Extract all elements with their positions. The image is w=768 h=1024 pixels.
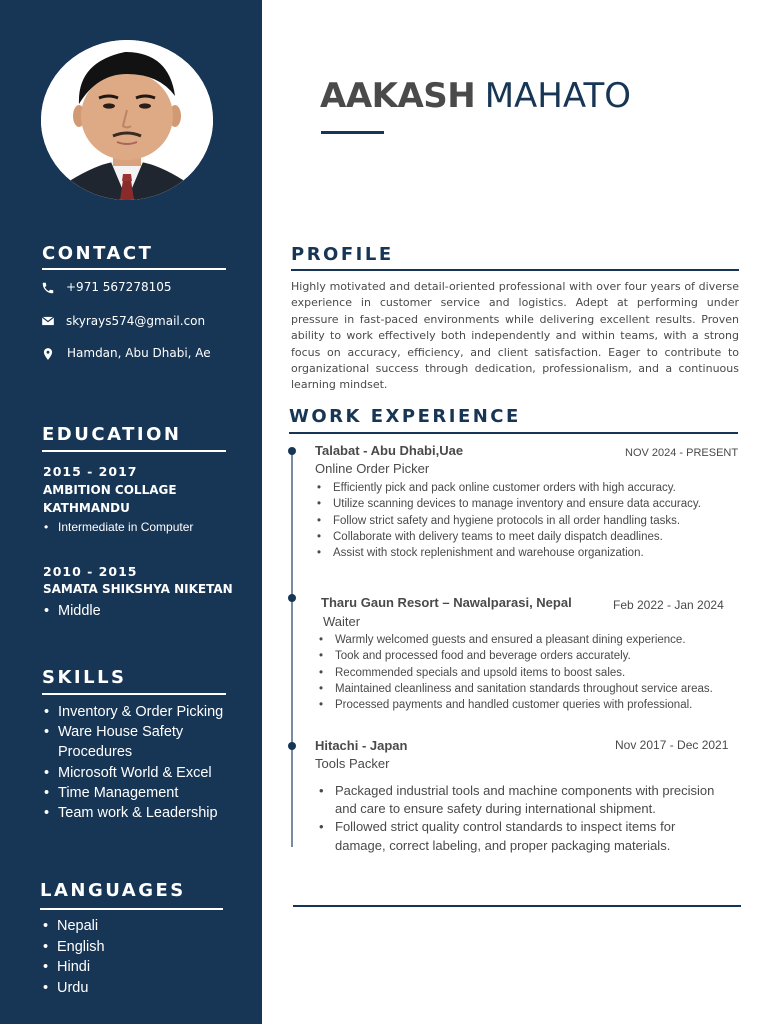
education-detail: • Middle — [42, 602, 101, 620]
skill-item: • Ware House Safety Procedures — [42, 722, 242, 762]
job-duty: • Processed payments and handled customer queries with professional. — [317, 697, 739, 713]
education-years: 2015 - 2017 — [43, 464, 138, 479]
job-duty: • Maintained cleanliness and sanitation standards throughout service areas. — [317, 681, 739, 697]
skills-heading: SKILLS — [42, 667, 127, 688]
experience-heading: WORK EXPERIENCE — [289, 406, 521, 427]
job-dates: NOV 2024 - PRESENT — [625, 447, 739, 459]
contact-email[interactable]: skyrays574@gmail.con — [66, 314, 206, 328]
phone-icon — [41, 281, 55, 295]
contact-heading: CONTACT — [42, 243, 154, 264]
job-duty: • Followed strict quality control standards to inspect items for damage, correct labeling, and proper packaging materials. — [317, 818, 717, 854]
skill-item: • Time Management — [42, 783, 242, 803]
job-duties — [315, 480, 737, 561]
job-duty: • Efficiently pick and pack online customer orders with high accuracy. — [315, 480, 737, 496]
job-company: Hitachi - Japan — [315, 738, 408, 753]
skill-item: • Team work & Leadership — [42, 803, 242, 823]
profile-photo — [41, 40, 213, 200]
job-duty: • Recommended specials and upsold items to boost sales. — [317, 665, 739, 681]
skills-divider — [42, 693, 226, 695]
job-dates: Feb 2022 - Jan 2024 — [613, 598, 724, 612]
job-duty: • Packaged industrial tools and machine components with precision and care to ensure safety during international shipment. — [317, 782, 717, 818]
language-item: • Urdu — [41, 978, 241, 999]
job-role: Waiter — [323, 614, 361, 629]
job-duty: • Assist with stock replenishment and warehouse organization. — [315, 545, 737, 561]
education-detail: • Intermediate in Computer — [42, 519, 193, 535]
map-pin-icon — [41, 347, 55, 361]
job-duty: • Collaborate with delivery teams to meet daily dispatch deadlines. — [315, 529, 737, 545]
profile-photo-illustration — [41, 40, 213, 200]
experience-timeline — [291, 451, 293, 847]
timeline-dot — [288, 742, 296, 750]
education-details — [42, 519, 193, 535]
sidebar — [0, 0, 262, 1024]
job-duties — [317, 632, 739, 713]
education-divider — [42, 450, 226, 452]
timeline-dot — [288, 594, 296, 602]
languages-list — [41, 916, 241, 998]
skill-item: • Inventory & Order Picking — [42, 702, 242, 722]
education-school: AMBITION COLLAGE KATHMANDU — [43, 483, 177, 515]
language-item: • Nepali — [41, 916, 241, 937]
skill-item: • Microsoft World & Excel — [42, 763, 242, 783]
languages-divider — [40, 908, 223, 910]
job-role: Tools Packer — [315, 756, 390, 771]
education-years: 2010 - 2015 — [43, 564, 138, 579]
timeline-dot — [288, 447, 296, 455]
language-item: • English — [41, 937, 241, 958]
bottom-divider — [293, 905, 741, 907]
experience-divider — [289, 432, 738, 434]
job-role: Online Order Picker — [315, 461, 430, 476]
education-school: SAMATA SHIKSHYA NIKETAN — [43, 582, 233, 596]
last-name: MAHATO — [484, 76, 631, 116]
job-duty: • Warmly welcomed guests and ensured a pleasant dining experience. — [317, 632, 739, 648]
job-duty: • Follow strict safety and hygiene protocols in all order handling tasks. — [315, 513, 737, 529]
languages-heading: LANGUAGES — [40, 880, 186, 901]
contact-divider — [42, 268, 226, 270]
job-duty: • Utilize scanning devices to manage inventory and ensure data accuracy. — [315, 496, 737, 512]
profile-divider — [291, 269, 739, 271]
education-heading: EDUCATION — [42, 424, 182, 445]
job-dates: Nov 2017 - Dec 2021 — [615, 738, 729, 752]
skills-list — [42, 702, 242, 823]
profile-summary: Highly motivated and detail-oriented professional with over four years of diverse experience in customer service and logistics. Adept at performing under pressure in fast-paced environments while delivering excellent results. Proven ability to work effectively both independently and within teams, with a strong focus on accuracy, efficiency, and client satisfaction. Eager to contribute to organizational success through dedication, professionalism, and a continuous learning mindset. — [291, 280, 739, 392]
contact-location: Hamdan, Abu Dhabi, Ae — [67, 346, 211, 360]
contact-phone[interactable]: +971 567278105 — [66, 280, 172, 294]
candidate-name — [320, 76, 631, 116]
job-company: Tharu Gaun Resort – Nawalparasi, Nepal — [321, 595, 572, 610]
job-company: Talabat - Abu Dhabi,Uae — [315, 443, 464, 458]
first-name: AAKASH — [320, 76, 476, 116]
language-item: • Hindi — [41, 957, 241, 978]
name-underline — [321, 131, 384, 134]
envelope-icon — [41, 314, 55, 328]
education-details — [42, 602, 101, 620]
job-duty: • Took and processed food and beverage orders accurately. — [317, 648, 739, 664]
profile-heading: PROFILE — [291, 244, 394, 265]
job-duties — [317, 782, 717, 855]
